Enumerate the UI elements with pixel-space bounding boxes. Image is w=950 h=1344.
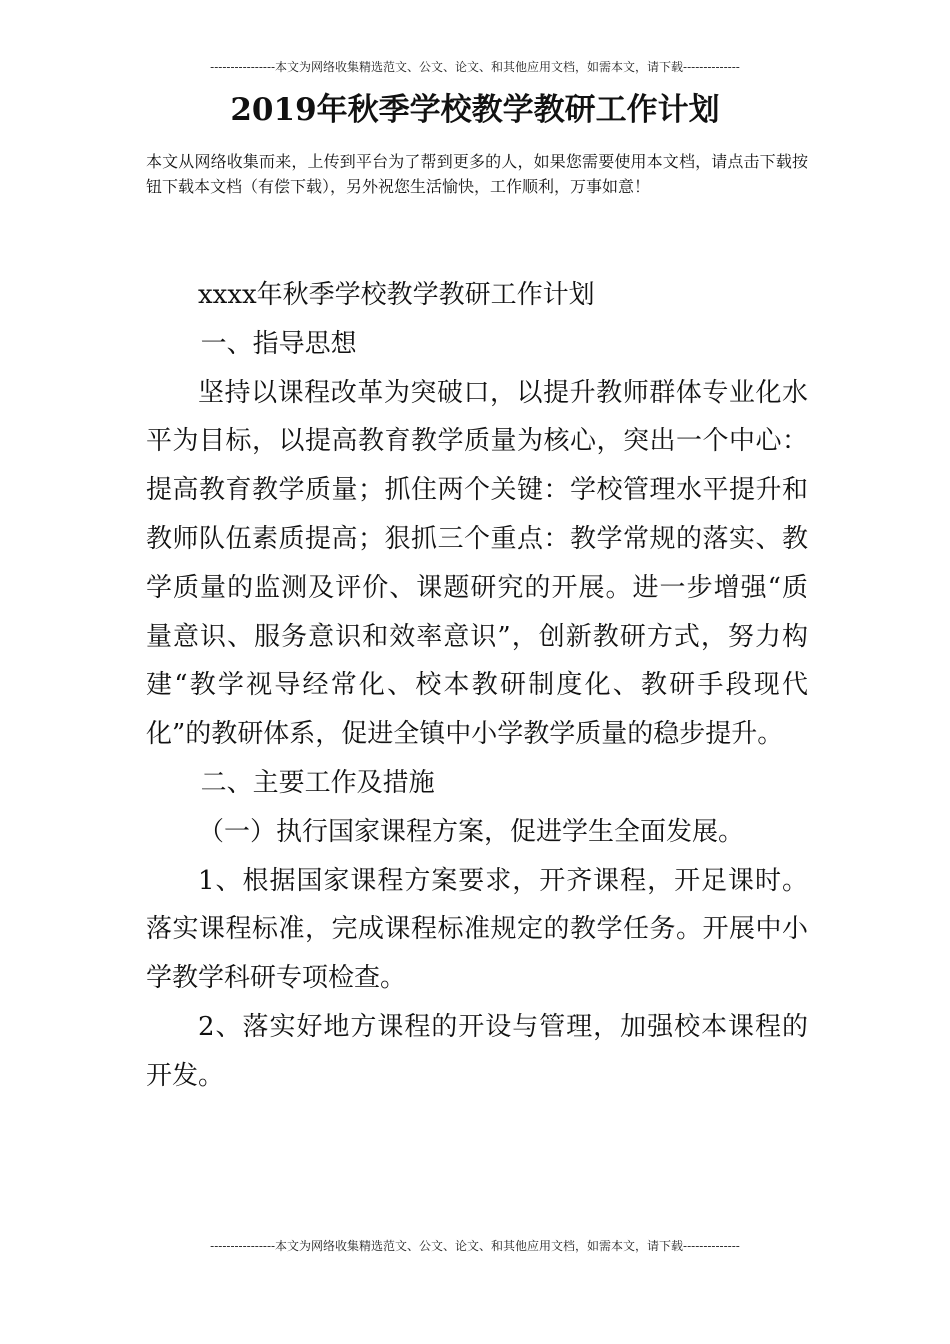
body-paragraph: 坚持以课程改革为突破口，以提升教师群体专业化水平为目标，以提高教育教学质量为核心，突出一个中心：提高教育教学质量；抓住两个关键：学校管理水平提升和教师队伍素质提高；狠抓三个重点：教学常规的落实、教学质量的监测及评价、课题研究的开展。进一步增强“质量意识、服务意识和效率意识”，创新教研方式，努力构建“教学视导经常化、校本教研制度化、教研手段现代化”的教研体系，促进全镇中小学教学质量的稳步提升。: [146, 377, 808, 750]
body-subtitle: xxxx年秋季学校教学教研工作计划: [198, 280, 595, 310]
footer-banner: ----------------本文为网络收集精选范文、公文、论文、和其他应用文档，如需本文，请下载--------------: [210, 1239, 740, 1253]
header-banner: ----------------本文为网络收集精选范文、公文、论文、和其他应用文档，如需本文，请下载--------------: [210, 60, 740, 74]
download-notice: [146, 149, 808, 199]
section-heading-main-work: 二、主要工作及措施: [200, 767, 435, 798]
body-paragraph: 1、根据国家课程方案要求，开齐课程，开足课时。落实课程标准，完成课程标准规定的教学任务。开展中小学教学科研专项检查。: [146, 865, 808, 994]
document-body: [146, 271, 808, 1101]
document-title: 2019年秋季学校教学教研工作计划: [230, 92, 720, 128]
body-paragraph: 2、落实好地方课程的开设与管理，加强校本课程的开发。: [146, 1011, 808, 1091]
section-heading-guiding-ideology: 一、指导思想: [200, 328, 357, 359]
subsection-heading: （一）执行国家课程方案，促进学生全面发展。: [198, 816, 745, 847]
notice-text: 本文从网络收集而来，上传到平台为了帮到更多的人，如果您需要使用本文档，请点击下载按钮下载本文档（有偿下载），另外祝您生活愉快，工作顺利，万事如意！: [146, 152, 808, 196]
